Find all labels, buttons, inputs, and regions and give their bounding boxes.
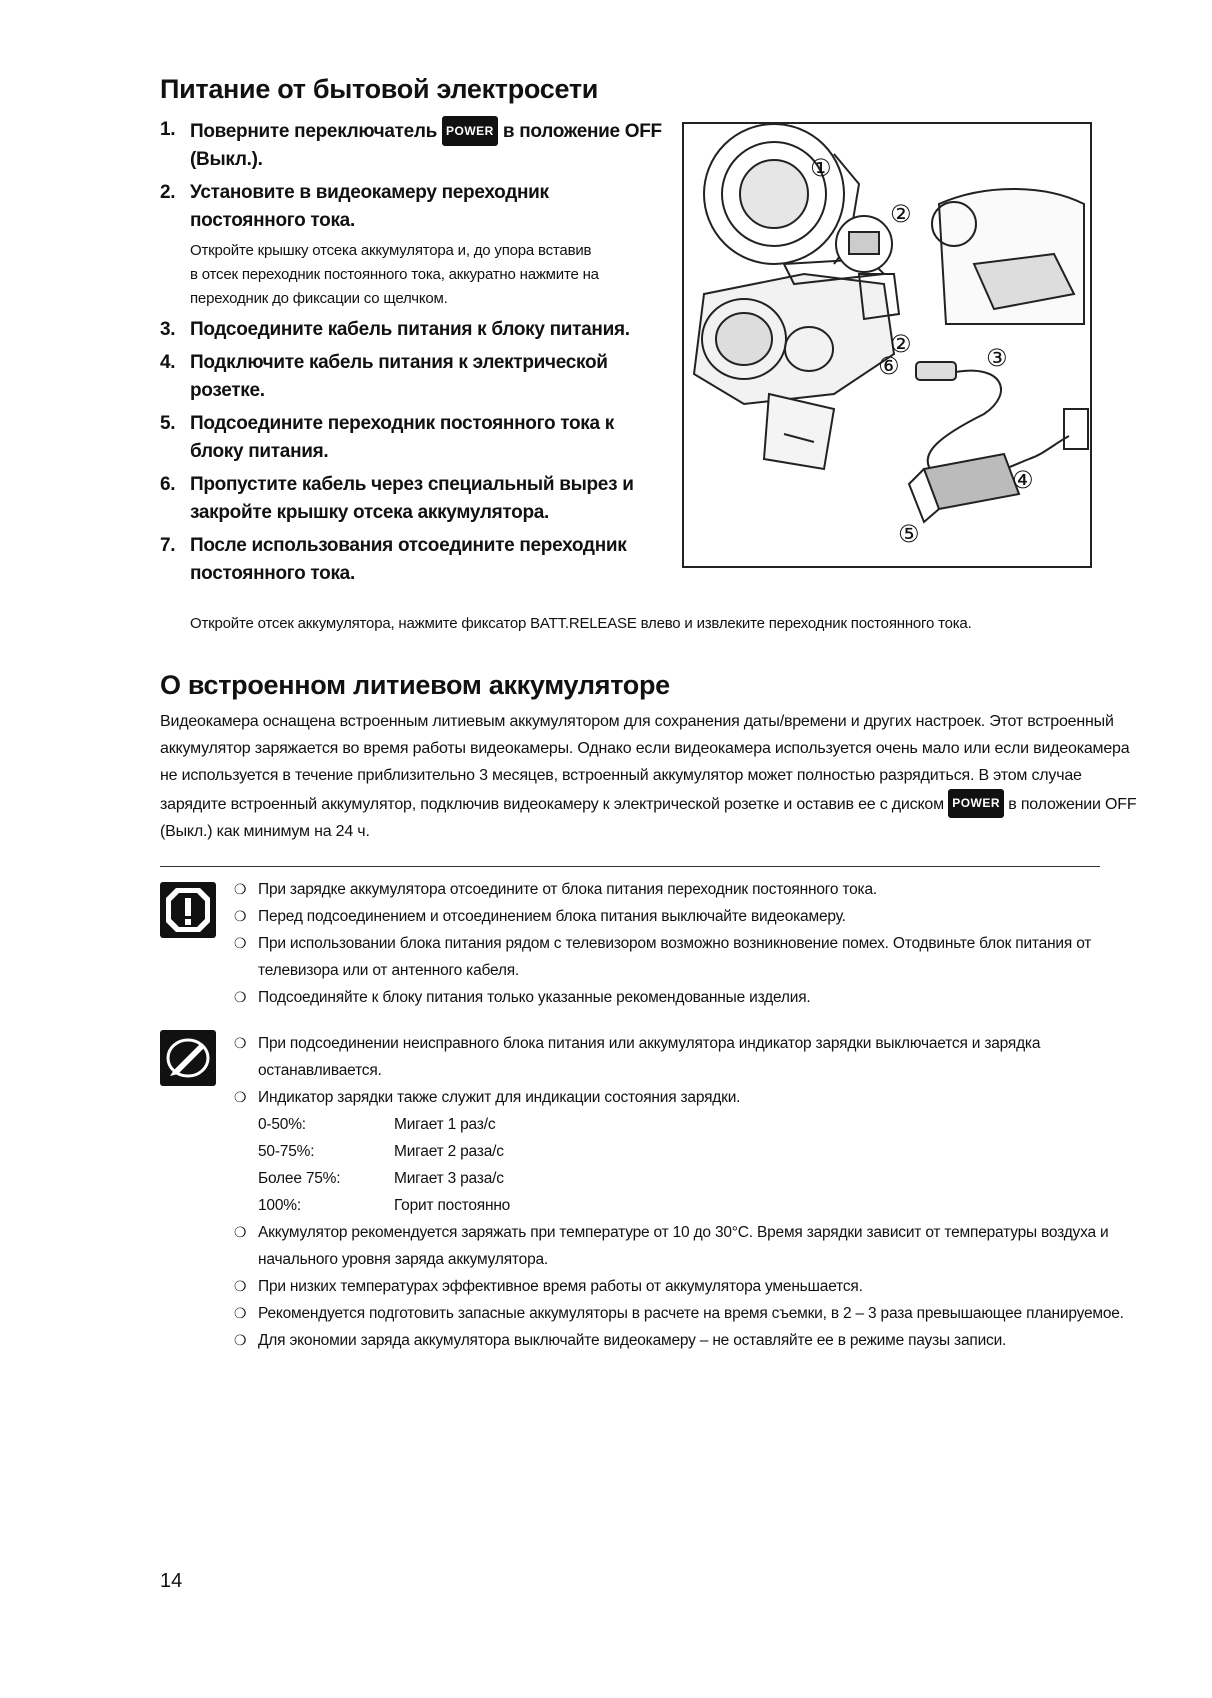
table-row (258, 1165, 1132, 1192)
warning-icon (160, 882, 216, 938)
step-detail: Откройте крышку отсека аккумулятора и, до упора вставив в отсек переходник постоянного тока, аккуратно нажмите на переходник до фиксации со щелчком. (190, 242, 599, 307)
step-7-detail: Откройте отсек аккумулятора, нажмите фиксатор BATT.RELEASE влево и извлеките переходник постоянного тока. (190, 615, 972, 632)
list-item: ❍ Для экономии заряда аккумулятора выключайте видеокамеру – не оставляйте ее в режиме паузы записи. (234, 1332, 1007, 1349)
charge-level: 100%: (258, 1197, 301, 1214)
charge-level: 0-50%: (258, 1116, 306, 1133)
figure-label-2: ② (890, 201, 912, 228)
charge-level: Более 75%: (258, 1170, 341, 1187)
notes-list (232, 1030, 1132, 1354)
charge-state: Мигает 2 раза/с (394, 1143, 504, 1160)
charge-state: Мигает 1 раз/с (394, 1116, 496, 1133)
page-number: 14 (160, 1570, 183, 1592)
steps-list (160, 116, 680, 593)
step-text: Установите в видеокамеру переходник постоянного тока. (190, 182, 549, 231)
list-item: ❍ При использовании блока питания рядом с телевизором возможно возникновение помех. Отодвиньте блок питания от телевизора или от антенного кабеля. (234, 935, 1092, 979)
warning-list (232, 876, 1132, 1011)
figure-label-1: ① (810, 155, 832, 182)
list-item: ❍ При подсоединении неисправного блока питания или аккумулятора индикатор зарядки выключается и зарядка останавливается. (234, 1035, 1041, 1079)
list-item: ❍ Рекомендуется подготовить запасные аккумуляторы в расчете на время съемки, в 2 – 3 раза превышающее планируемое. (234, 1305, 1124, 1322)
item-text: Аккумулятор рекомендуется заряжать при температуре от 10 до 30°С. Время зарядки зависит от температуры воздуха и начального уровня заряда аккумулятора. (258, 1224, 1109, 1268)
list-item: ❍ При зарядке аккумулятора отсоедините от блока питания переходник постоянного тока. (234, 881, 877, 898)
section-title-power: Питание от бытовой электросети (160, 74, 599, 104)
list-item: ❍ Аккумулятор рекомендуется заряжать при температуре от 10 до 30°С. Время зарядки зависит от температуры воздуха и начального уровня заряда аккумулятора. (234, 1224, 1109, 1268)
step-number: 2. (160, 182, 176, 203)
illustration-drawing (684, 124, 1090, 566)
figure-label-3: ③ (986, 345, 1008, 372)
step-3 (160, 316, 680, 344)
step-text: Подсоедините кабель питания к блоку питания. (190, 319, 630, 340)
figure-label-2b: ② (890, 331, 912, 358)
step-1 (160, 116, 680, 174)
step-number: 7. (160, 535, 176, 556)
step-5 (160, 410, 660, 466)
step-4 (160, 349, 660, 405)
list-item: ❍ При низких температурах эффективное время работы от аккумулятора уменьшается. (234, 1278, 863, 1295)
para-text: в положении OFF (Выкл.) как минимум на 24 ч. (160, 796, 1137, 840)
step-number: 4. (160, 352, 176, 373)
table-row (258, 1192, 1132, 1219)
charge-level: 50-75%: (258, 1143, 315, 1160)
item-text: Перед подсоединением и отсоединением блока питания выключайте видеокамеру. (258, 908, 846, 925)
item-text: При подсоединении неисправного блока питания или аккумулятора индикатор зарядки выключается и зарядка останавливается. (258, 1035, 1041, 1079)
list-item: ❍ Индикатор зарядки также служит для индикации состояния зарядки. (234, 1089, 741, 1106)
section-title-battery: О встроенном литиевом аккумуляторе (160, 670, 670, 700)
charge-state: Мигает 3 раза/с (394, 1170, 504, 1187)
item-text: Для экономии заряда аккумулятора выключайте видеокамеру – не оставляйте ее в режиме паузы записи. (258, 1332, 1007, 1349)
step-text: Пропустите кабель через специальный вырез и закройте крышку отсека аккумулятора. (190, 474, 634, 523)
step-text: Подсоедините переходник постоянного тока к блоку питания. (190, 413, 614, 462)
step-number: 6. (160, 474, 176, 495)
table-row (258, 1138, 1132, 1165)
para-text: Видеокамера оснащена встроенным литиевым аккумулятором для сохранения даты/времени и других настроек. Этот встроенный аккумулятор заряжается во время работы видеокамеры. Однако если видеокамера используется очень мало или если видеокамера не используется в течение приблизительно 3 месяцев, встроенный аккумулятор может полностью разрядиться. В этом случае зарядите встроенный аккумулятор, подключив видеокамеру к электрической розетке и оставив ее с диском (160, 713, 1130, 813)
charge-state: Горит постоянно (394, 1197, 511, 1214)
list-item: ❍ Подсоединяйте к блоку питания только указанные рекомендованные изделия. (234, 989, 811, 1006)
item-text: Рекомендуется подготовить запасные аккумуляторы в расчете на время съемки, в 2 – 3 раза превышающее планируемое. (258, 1305, 1124, 1322)
step-text: После использования отсоедините переходник постоянного тока. (190, 535, 627, 584)
step-number: 1. (160, 119, 176, 140)
item-text: Индикатор зарядки также служит для индикации состояния зарядки. (258, 1089, 741, 1106)
list-item: ❍ Перед подсоединением и отсоединением блока питания выключайте видеокамеру. (234, 908, 846, 925)
figure-label-4: ④ (1012, 467, 1034, 494)
figure-label-6: ⑥ (878, 353, 900, 380)
step-6 (160, 471, 660, 527)
camcorder-power-illustration (682, 122, 1092, 568)
power-badge-icon: POWER (948, 789, 1004, 818)
step-text: в положение OFF (Выкл.). (190, 121, 662, 170)
step-2 (160, 179, 599, 311)
battery-paragraph (160, 708, 1140, 845)
item-text: При использовании блока питания рядом с телевизором возможно возникновение помех. Отодвиньте блок питания от телевизора или от антенного кабеля. (258, 935, 1092, 979)
step-text: Поверните переключатель (190, 121, 438, 142)
step-number: 5. (160, 413, 176, 434)
step-7 (160, 532, 660, 588)
power-badge-icon: POWER (442, 116, 498, 146)
table-row (258, 1111, 1132, 1138)
figure-label-5: ⑤ (898, 521, 920, 548)
item-text: Подсоединяйте к блоку питания только указанные рекомендованные изделия. (258, 989, 811, 1006)
item-text: При низких температурах эффективное время работы от аккумулятора уменьшается. (258, 1278, 863, 1295)
note-pencil-icon (160, 1030, 216, 1086)
divider (160, 866, 1100, 867)
item-text: При зарядке аккумулятора отсоедините от блока питания переходник постоянного тока. (258, 881, 877, 898)
step-number: 3. (160, 319, 176, 340)
step-text: Подключите кабель питания к электрической розетке. (190, 352, 608, 401)
charge-indicator-table (258, 1111, 1132, 1219)
